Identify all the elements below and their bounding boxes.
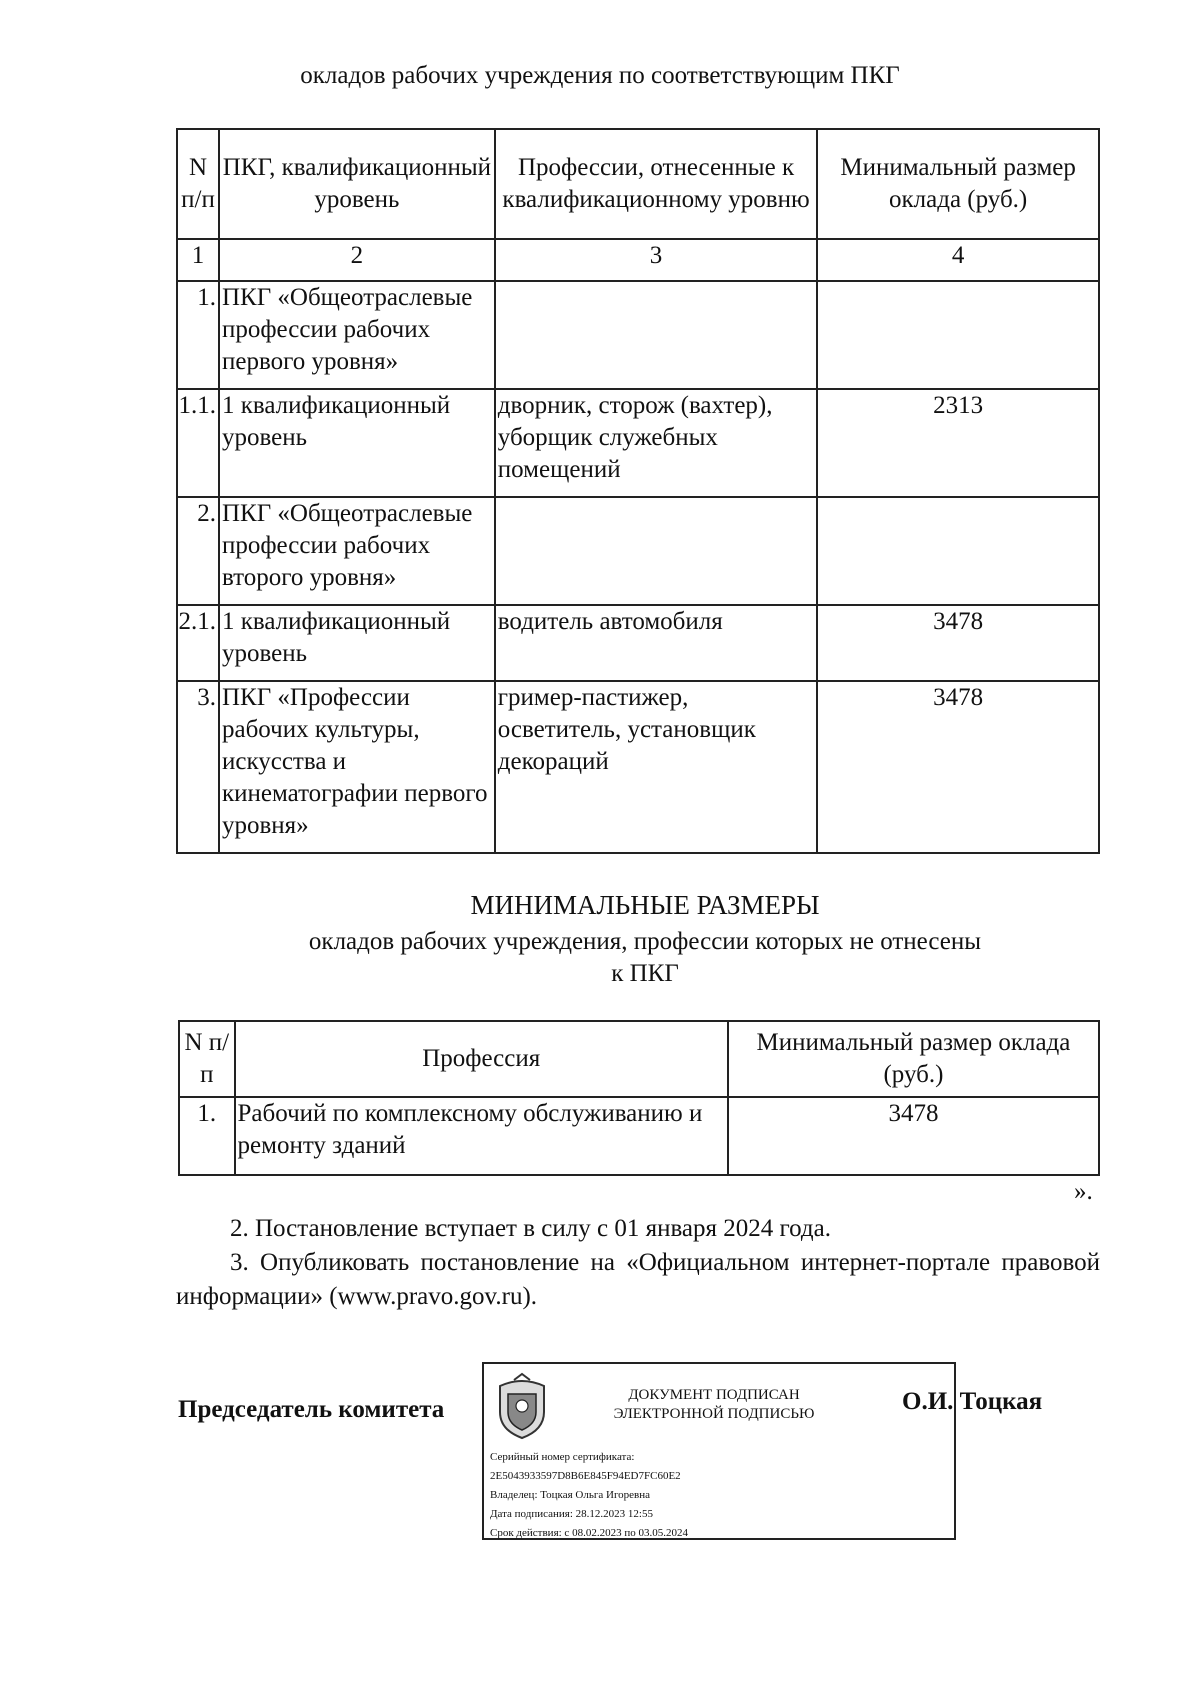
header-professions: Профессии, отнесенные к квалификационному уровню [495,129,817,239]
subheading-line: окладов рабочих учреждения, профессии которых не отнесены [308,928,982,955]
header-pkg-level: ПКГ, квалификационный уровень [219,129,495,239]
salary-table-pkg [176,128,1100,854]
row-number: 1.1. [177,389,219,497]
column-number: 3 [495,239,817,281]
stamp-title-line: ДОКУМЕНТ ПОДПИСАН [628,1387,800,1403]
row-number: 2. [177,497,219,605]
table-header-row [179,1021,1099,1097]
column-number: 2 [219,239,495,281]
paragraph-effective-date: 2. Постановление вступает в силу с 01 января 2024 года. [230,1215,832,1242]
row-number: 3. [177,681,219,853]
stamp-cert-label: Серийный номер сертификата: [490,1451,635,1463]
section-subheading [0,926,1200,990]
stamp-signed-date: Дата подписания: 28.12.2023 12:55 [490,1508,653,1520]
coat-of-arms-icon [492,1372,552,1442]
section-heading-min-sizes: МИНИМАЛЬНЫЕ РАЗМЕРЫ [470,890,820,920]
column-number: 1 [177,239,219,281]
header-number: N п/п [179,1021,235,1097]
stamp-title [564,1386,864,1424]
table-header-row [177,129,1099,239]
header-profession: Профессия [235,1021,728,1097]
row-salary: 2313 [817,389,1099,497]
stamp-validity: Срок действия: с 08.02.2023 по 03.05.2024 [490,1527,688,1539]
header-min-salary: Минимальный размер оклада (руб.) [728,1021,1099,1097]
row-number: 1. [177,281,219,389]
row-salary: 3478 [817,681,1099,853]
table-row [177,389,1099,497]
column-number-row [177,239,1099,281]
stamp-title-line: ЭЛЕКТРОННОЙ ПОДПИСЬЮ [613,1406,815,1422]
paragraph-publication: 3. Опубликовать постановление на «Официальном интернет-портале правовой информации» (www.pravo.gov.ru). [176,1249,1100,1310]
subheading-line: к ПКГ [611,960,679,987]
row-professions [495,281,817,389]
header-number: N п/п [177,129,219,239]
signatory-name: О.И. Тоцкая [902,1388,1043,1415]
section-heading-pkg: окладов рабочих учреждения по соответствующим ПКГ [300,62,900,89]
table-row [177,497,1099,605]
row-professions: водитель автомобиля [495,605,817,681]
row-group: ПКГ «Профессии рабочих культуры, искусства и кинематографии первого уровня» [219,681,495,853]
row-number: 2.1. [177,605,219,681]
table-row [177,281,1099,389]
row-professions: гример-пастижер, осветитель, установщик декораций [495,681,817,853]
row-number: 1. [179,1097,235,1175]
row-salary: 3478 [728,1097,1099,1175]
signatory-position: Председатель комитета [178,1396,445,1423]
row-salary: 3478 [817,605,1099,681]
row-group: 1 квалификационный уровень [219,389,495,497]
row-group: 1 квалификационный уровень [219,605,495,681]
closing-quote: ». [1074,1178,1093,1205]
row-professions [495,497,817,605]
electronic-signature-stamp [482,1362,956,1540]
table-row [177,605,1099,681]
row-salary [817,281,1099,389]
stamp-details [490,1448,688,1543]
column-number: 4 [817,239,1099,281]
table-row [177,681,1099,853]
row-professions: дворник, сторож (вахтер), уборщик служебных помещений [495,389,817,497]
header-min-salary: Минимальный размер оклада (руб.) [817,129,1099,239]
row-group: ПКГ «Общеотраслевые профессии рабочих первого уровня» [219,281,495,389]
stamp-cert-number: 2E5043933597D8B6E845F94ED7FC60E2 [490,1470,681,1482]
row-profession: Рабочий по комплексному обслуживанию и ремонту зданий [235,1097,728,1175]
salary-table-other [178,1020,1100,1176]
table-row [179,1097,1099,1175]
row-group: ПКГ «Общеотраслевые профессии рабочих второго уровня» [219,497,495,605]
stamp-owner: Владелец: Тоцкая Ольга Игоревна [490,1489,651,1501]
row-salary [817,497,1099,605]
